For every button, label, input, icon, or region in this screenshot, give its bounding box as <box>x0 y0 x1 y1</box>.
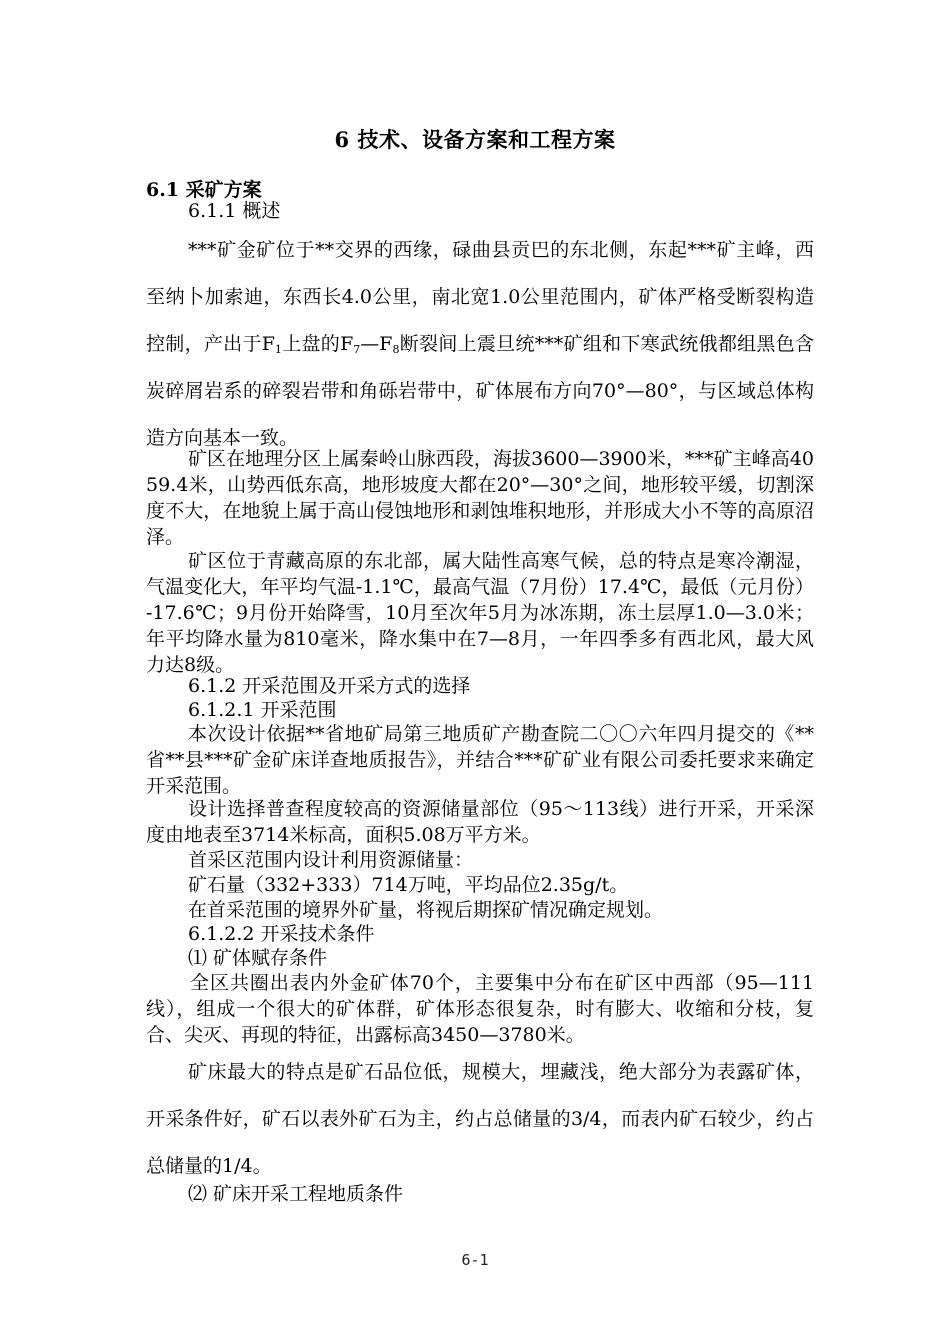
list-heading-engineering: ⑵ 矿床开采工程地质条件 <box>188 1183 404 1205</box>
paragraph-deposit-features: 矿床最大的特点是矿石品位低，规模大，埋藏浅，绝大部分为表露矿体，开采条件好，矿石以表外矿石为主，约占总储量的3/4，而表内矿石较少，约占总储量的1/4。 <box>146 1061 814 1177</box>
paragraph-geography: 矿区在地理分区上属秦岭山脉西段，海拔3600—3900米，***矿主峰高4059.4米，山势西低东高，地形坡度大都在20°—30°之间，地形较平缓，切割深度不大，在地貌上属于高山侵蚀地形和剥蚀堆积地形，并形成大小不等的高原沼泽。 <box>146 448 814 548</box>
subsubsection-heading-conditions: 6.1.2.2 开采技术条件 <box>188 923 375 945</box>
section-heading: 6.1 采矿方案 <box>146 179 262 201</box>
paragraph-basis: 本次设计依据**省地矿局第三地质矿产勘查院二〇〇六年四月提交的《**省**县***矿金矿床详查地质报告》，并结合***矿矿业有限公司委托要求来确定开采范围。 <box>146 723 814 797</box>
subsubsection-heading-range: 6.1.2.1 开采范围 <box>188 699 337 721</box>
subsection-heading-scope: 6.1.2 开采范围及开采方式的选择 <box>188 675 471 697</box>
text-ore-quantity: 矿石量（332+333）714万吨，平均品位2.35g/t。 <box>188 874 629 896</box>
chapter-title: 6 技术、设备方案和工程方案 <box>334 127 616 152</box>
text-resource-intro: 首采区范围内设计利用资源储量： <box>188 849 474 871</box>
paragraph-climate: 矿区位于青藏高原的东北部，属大陆性高寒气候，总的特点是寒冷潮湿，气温变化大，年平均气温-1.1℃，最高气温（7月份）17.4℃，最低（元月份）-17.6℃；9月份开始降雪，10月至次年5月为冰冻期，冻土层厚1.0—3.0米；年平均降水量为810毫米，降水集中在7—8月，一年四季多有西北风，最大风力达8级。 <box>146 550 814 676</box>
page-number: 6-1 <box>461 1251 489 1269</box>
list-heading-orebody: ⑴ 矿体赋存条件 <box>188 947 328 969</box>
paragraph-selection: 设计选择普查程度较高的资源储量部位（95～113线）进行开采，开采深度由地表至3714米标高，面积5.08万平方米。 <box>146 798 814 846</box>
subsection-heading: 6.1.1 概述 <box>188 200 281 222</box>
text-outside-boundary: 在首采范围的境界外矿量，将视后期探矿情况确定规划。 <box>188 899 664 921</box>
paragraph-overview: ***矿金矿位于**交界的西缘，碌曲县贡巴的东北侧，东起***矿主峰，西至纳卜加索迪，东西长4.0公里，南北宽1.0公里范围内，矿体严格受断裂构造控制，产出于$F_1$上盘的$F_7—F_8$断裂间上震旦统***矿组和下寒武统俄都组黑色含炭碎屑岩系的碎裂岩带和角砾岩带中，矿体展布方向70°—80°，与区域总体构造方向基本一致。 <box>146 239 814 449</box>
paragraph-orebody: 全区共圈出表内外金矿体70个，主要集中分布在矿区中西部（95—111线），组成一个很大的矿体群，矿体形态很复杂，时有膨大、收缩和分枝，复合、尖灭、再现的特征，出露标高3450—3780米。 <box>146 972 814 1046</box>
